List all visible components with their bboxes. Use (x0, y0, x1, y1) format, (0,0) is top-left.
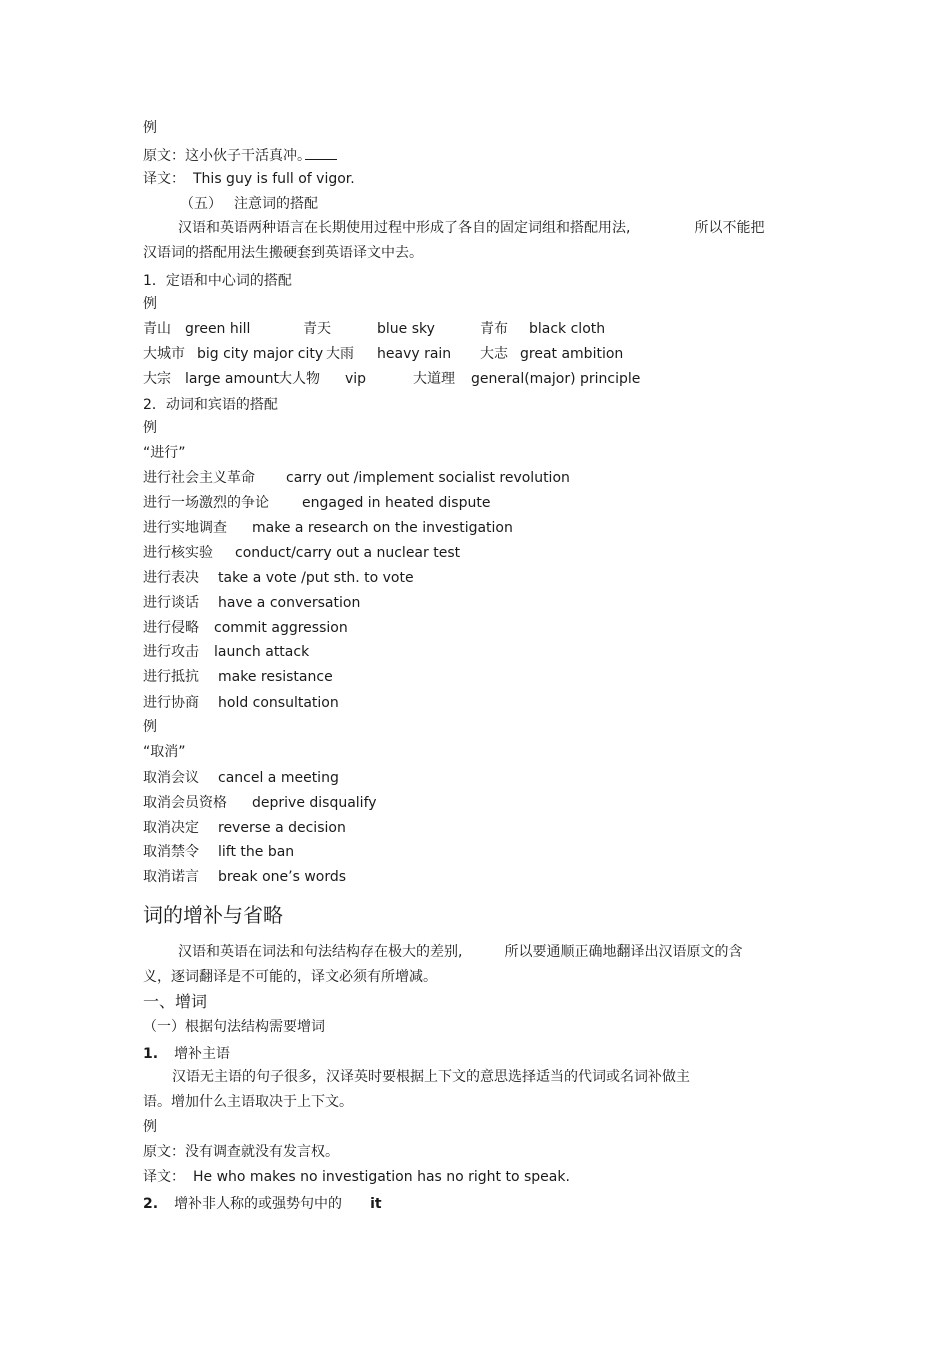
item-title: 增补主语 (174, 1046, 231, 1062)
collocation-zh: 取消禁令 (143, 844, 199, 860)
translation-line (143, 1168, 570, 1186)
collocation-zh: 进行一场激烈的争论 (143, 495, 269, 511)
collocation-en: lift the ban (218, 844, 295, 860)
term-zh: 大城市 (143, 346, 185, 362)
collocation-en: make resistance (218, 669, 333, 685)
collocation-en: launch attack (214, 644, 310, 660)
collocation-en: deprive disqualify (252, 795, 377, 811)
item-keyword: it (370, 1196, 382, 1212)
paragraph-line: 义，逐词翻译是不可能的，译文必须有所增减。 (143, 969, 437, 985)
collocation-zh: 进行表决 (143, 570, 199, 586)
term-zh: 大宗 (143, 371, 171, 387)
collocation-en: carry out /implement socialist revolution (286, 470, 570, 486)
source-line: 原文：没有调查就没有发言权。 (143, 1144, 339, 1160)
subsection-heading: 2．动词和宾语的搭配 (143, 397, 278, 413)
paragraph-text: 所以要通顺正确地翻译出汉语原文的含 (504, 944, 743, 960)
example-label: 例 (143, 1119, 157, 1135)
collocation-zh: 进行抵抗 (143, 669, 199, 685)
collocation-en: reverse a decision (218, 820, 346, 836)
collocation-en: hold consultation (218, 695, 339, 711)
example-label: 例 (143, 420, 157, 436)
collocation-en: break one’s words (218, 869, 347, 885)
chapter-heading: 词的增补与省略 (143, 903, 283, 927)
section-five-heading (180, 195, 318, 213)
collocation-zh: 进行侵略 (143, 620, 199, 636)
paragraph-text: 汉语和英语在词法和句法结构存在极大的差别, (178, 944, 463, 960)
collocation-en: make a research on the investigation (252, 520, 513, 536)
collocation-zh: 进行实地调查 (143, 520, 227, 536)
collocation-zh: 取消会员资格 (143, 795, 227, 811)
paragraph-text: 所以不能把 (694, 220, 765, 236)
collocation-en: have a conversation (218, 595, 361, 611)
collocation-en: cancel a meeting (218, 770, 339, 786)
subsection-heading: 1．定语和中心词的搭配 (143, 273, 292, 289)
paragraph-line (178, 943, 742, 961)
keyword-label: “取消” (143, 744, 186, 760)
translation-text: He who makes no investigation has no right to speak. (193, 1169, 570, 1185)
term-en: general(major) principle (471, 371, 641, 387)
subsection-heading: （一）根据句法结构需要增词 (143, 1019, 325, 1035)
collocation-en: commit aggression (214, 620, 348, 636)
paragraph-line: 汉语无主语的句子很多，汉译英时要根据上下文的意思选择适当的代词或名词补做主 (172, 1069, 690, 1085)
collocation-zh: 取消决定 (143, 820, 199, 836)
term-en: vip (345, 371, 367, 387)
paragraph-text: 汉语和英语两种语言在长期使用过程中形成了各自的固定词组和搭配用法, (178, 220, 631, 236)
item-number: 2. (143, 1196, 159, 1212)
term-zh: 大道理 (413, 371, 455, 387)
collocation-zh: 取消诺言 (143, 869, 199, 885)
translation-label: 译文： (143, 1169, 185, 1185)
translation-text: This guy is full of vigor. (193, 171, 355, 187)
term-en: blue sky (377, 321, 435, 337)
term-zh: 青山 (143, 321, 171, 337)
term-zh: 大志 (480, 346, 508, 362)
collocation-zh: 进行谈话 (143, 595, 199, 611)
collocation-zh: 进行核实验 (143, 545, 213, 561)
example-label: 例 (143, 296, 157, 312)
underline-blank (305, 145, 337, 160)
term-en: great ambition (520, 346, 624, 362)
translation-label: 译文： (143, 171, 185, 187)
source-line (143, 145, 337, 165)
term-zh: 青天 (303, 321, 331, 337)
item-title: 增补非人称的或强势句中的 (174, 1196, 343, 1212)
paragraph-line: 汉语词的搭配用法生搬硬套到英语译文中去。 (143, 245, 423, 261)
section-heading: 一、增词 (143, 992, 208, 1011)
source-text: 原文：这小伙子干活真冲。 (143, 148, 311, 164)
term-zh: 青布 (480, 321, 508, 337)
translation-line (143, 170, 355, 188)
collocation-en: take a vote /put sth. to vote (218, 570, 414, 586)
numbered-item (143, 1045, 230, 1063)
term-en: black cloth (529, 321, 606, 337)
example-label: 例 (143, 719, 157, 735)
term-en: green hill (185, 321, 251, 337)
collocation-zh: 进行协商 (143, 695, 199, 711)
example-label: 例 (143, 120, 157, 136)
section-number: （五） (180, 196, 222, 212)
collocation-zh: 取消会议 (143, 770, 199, 786)
paragraph-line (178, 219, 764, 237)
collocation-en: conduct/carry out a nuclear test (235, 545, 461, 561)
collocation-zh: 进行社会主义革命 (143, 470, 255, 486)
item-number: 1. (143, 1046, 159, 1062)
term-zh: 大人物 (278, 371, 320, 387)
section-title: 注意词的搭配 (234, 196, 318, 212)
paragraph-line: 语。增加什么主语取决于上下文。 (143, 1094, 353, 1110)
term-zh: 大雨 (326, 346, 354, 362)
collocation-zh: 进行攻击 (143, 644, 199, 660)
collocation-en: engaged in heated dispute (302, 495, 491, 511)
term-en: big city major city (197, 346, 324, 362)
term-en: large amount (185, 371, 279, 387)
numbered-item (143, 1195, 382, 1213)
term-en: heavy rain (377, 346, 452, 362)
keyword-label: “进行” (143, 445, 186, 461)
